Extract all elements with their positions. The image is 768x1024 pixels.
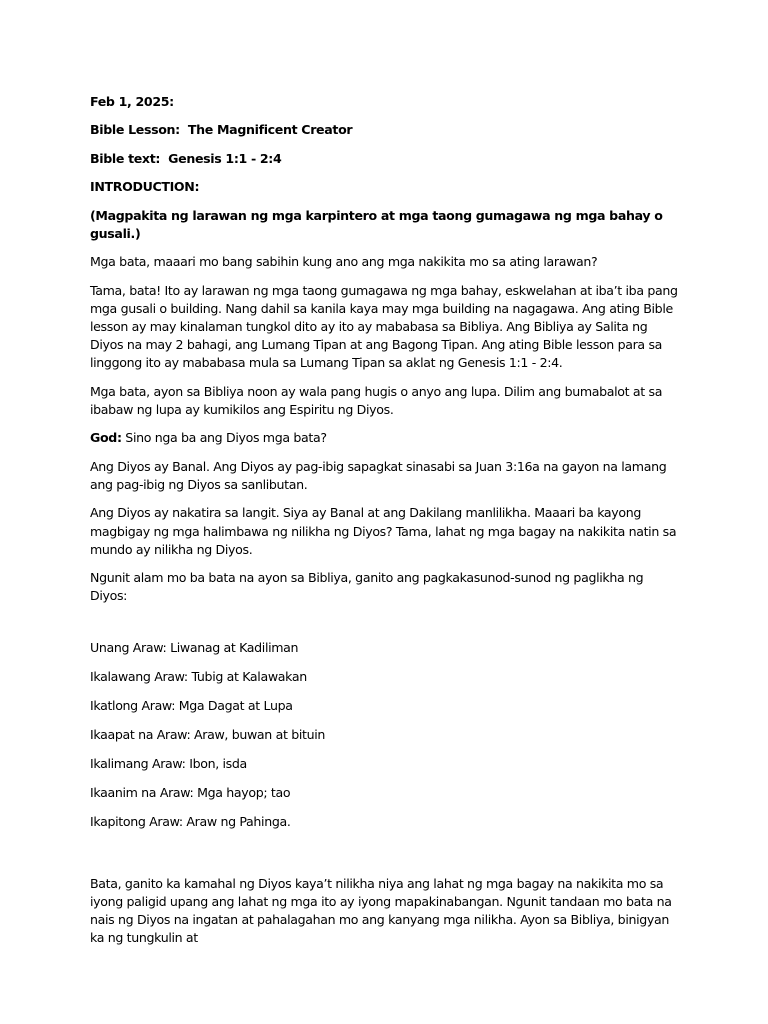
bible-text-label: Bible text: <box>90 150 161 166</box>
introduction-heading: INTRODUCTION: <box>90 179 200 195</box>
list-item: Ikaapat na Araw: Araw, buwan at bituin <box>90 726 325 742</box>
introduction-instruction: (Magpakita ng larawan ng mga karpintero at mga taong gumagawa ng mga bahay o gusali.) <box>90 207 663 241</box>
god-label: God: <box>90 430 122 446</box>
bible-text-reference: Genesis 1:1 - 2:4 <box>168 150 282 166</box>
lesson-label: Bible Lesson: <box>90 122 180 138</box>
list-item: Unang Araw: Liwanag at Kadiliman <box>90 639 299 655</box>
paragraph: Ang Diyos ay Banal. Ang Diyos ay pag-ibig sapagkat sinasabi sa Juan 3:16a na gayon na lamang ang pag-ibig ng Diyos sa sanlibutan. <box>90 458 667 492</box>
list-item: Ikapitong Araw: Araw ng Pahinga. <box>90 813 291 829</box>
list-item: Ikaanim na Araw: Mga hayop; tao <box>90 784 291 800</box>
creation-days-list <box>90 639 680 831</box>
lesson-title: The Magnificent Creator <box>187 122 353 138</box>
paragraph: Mga bata, ayon sa Bibliya noon ay wala pang hugis o anyo ang lupa. Dilim ang bumabalot at sa ibabaw ng lupa ay kumikilos ang Espiritu ng Diyos. <box>90 383 663 417</box>
blank-line <box>90 842 680 875</box>
god-question-line <box>90 429 680 447</box>
blank-line <box>90 616 680 639</box>
bible-text-line <box>90 150 680 168</box>
paragraph: Ang Diyos ay nakatira sa langit. Siya ay Banal at ang Dakilang manlilikha. Maaari ba kayong magbigay ng mga halimbawa ng nilikha ng Diyos? Tama, lahat ng mga bagay na nakikita natin sa mundo ay nilikha ng Diyos. <box>90 505 677 557</box>
lesson-title-line <box>90 121 680 139</box>
document-body <box>90 93 680 958</box>
paragraph: Mga bata, maaari mo bang sabihin kung ano ang mga nakikita mo sa ating larawan? <box>90 254 598 270</box>
paragraph: Ngunit alam mo ba bata na ayon sa Bibliya, ganito ang pagkakasunod-sunod ng paglikha ng Diyos: <box>90 570 644 604</box>
god-question: Sino nga ba ang Diyos mga bata? <box>121 430 327 446</box>
paragraph: Tama, bata! Ito ay larawan ng mga taong gumagawa ng mga bahay, eskwelahan at iba’t iba pang mga gusali o building. Nang dahil sa kanila kaya may mga building na nagagawa. Ang ating Bible lesson ay may kinalaman tungkol dito ay ito ay mababasa sa Bibliya. Ang Bibliya ay Salita ng Diyos na may 2 bahagi, ang Lumang Tipan at ang Bagong Tipan. Ang ating Bible lesson para sa linggong ito ay mababasa mula sa Lumang Tipan sa aklat ng Genesis 1:1 - 2:4. <box>90 282 678 371</box>
list-item: Ikatlong Araw: Mga Dagat at Lupa <box>90 697 293 713</box>
list-item: Ikalawang Araw: Tubig at Kalawakan <box>90 668 307 684</box>
lesson-date: Feb 1, 2025: <box>90 94 174 109</box>
list-item: Ikalimang Araw: Ibon, isda <box>90 755 247 771</box>
closing-paragraph: Bata, ganito ka kamahal ng Diyos kaya’t nilikha niya ang lahat ng mga bagay na nakikita mo sa iyong paligid upang ang lahat ng mga ito ay iyong mapakinabangan. Ngunit tandaan mo bata na nais ng Diyos na ingatan at pahalagahan mo ang kanyang mga nilikha. Ayon sa Bibliya, binigyan ka ng tungkulin at <box>90 875 672 946</box>
